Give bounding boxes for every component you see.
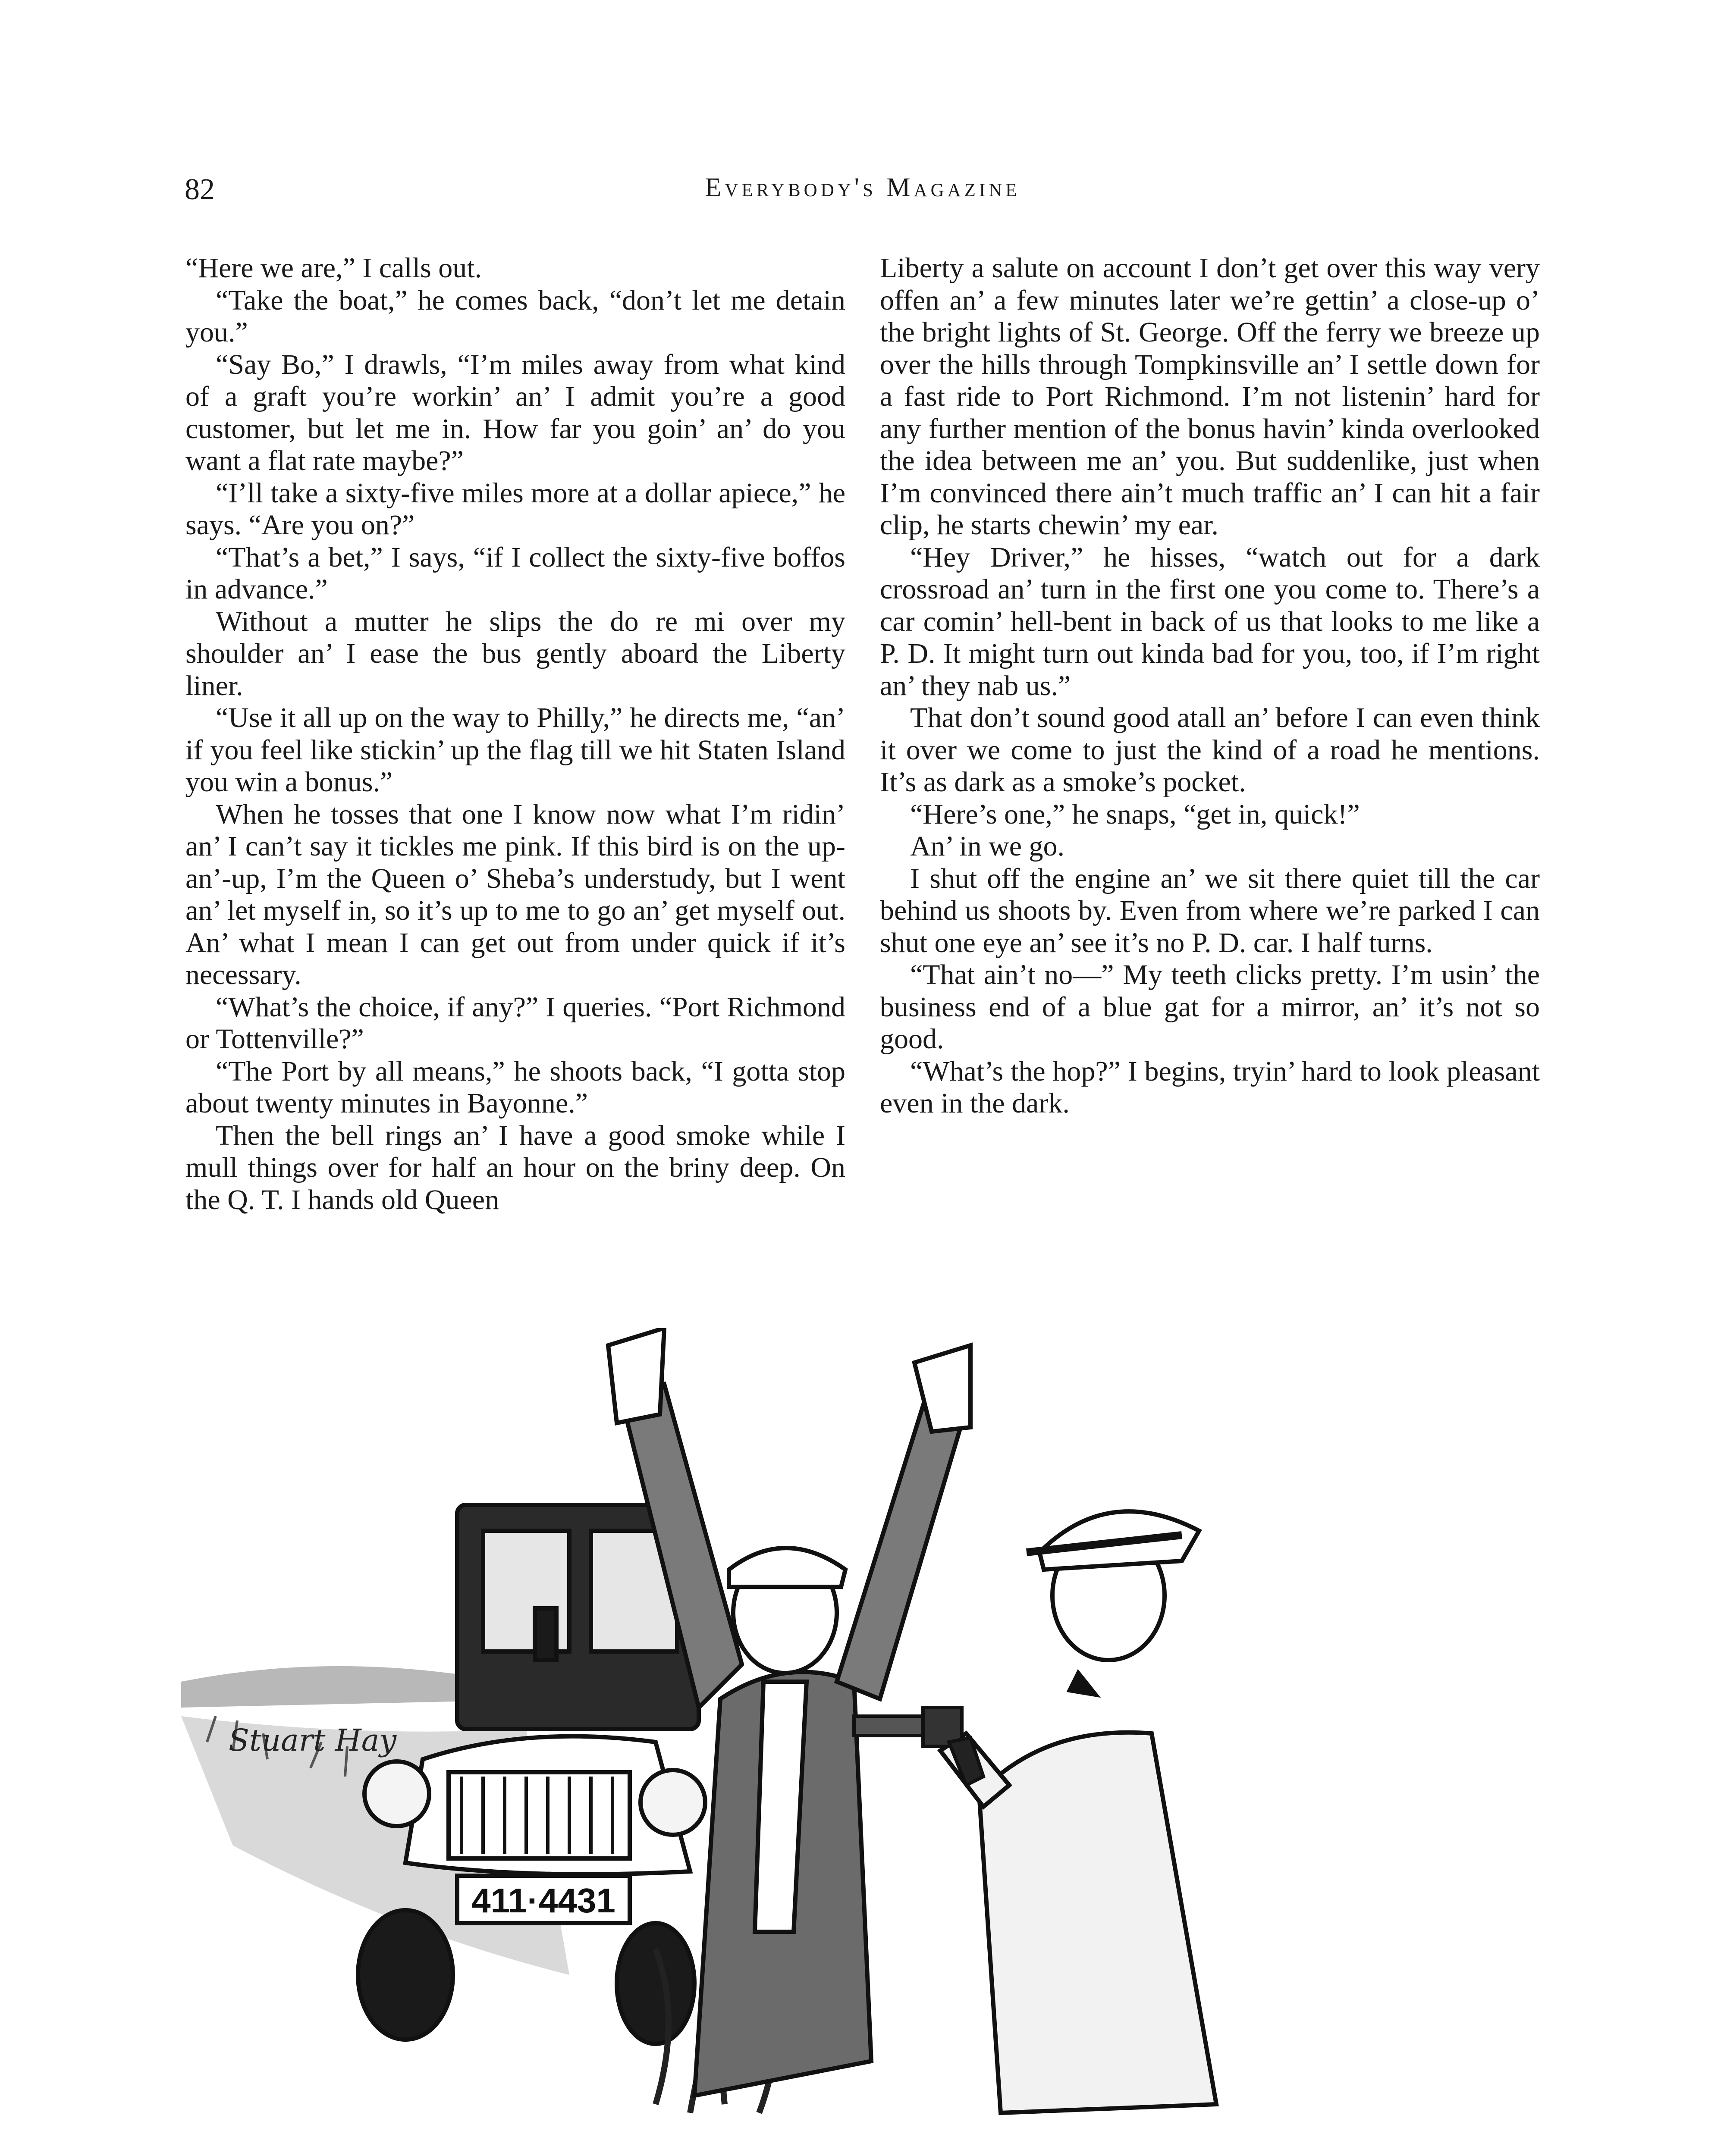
artist-signature: Stuart Hay bbox=[229, 1723, 397, 1758]
paragraph: “Use it all up on the way to Philly,” he directs me, “an’ if you feel like stickin’ up the flag till we hit Staten Island you win a bonus.” bbox=[185, 702, 845, 798]
right-column bbox=[880, 252, 1540, 1120]
paragraph: “I’ll take a sixty-five miles more at a dollar apiece,” he says. “Are you on?” bbox=[185, 477, 845, 541]
paragraph: “That ain’t no—” My teeth clicks pretty. I’m usin’ the business end of a blue gat for a mirror, an’ it’s not so good. bbox=[880, 959, 1540, 1055]
paragraph: I shut off the engine an’ we sit there quiet till the car behind us shoots by. Even from where we’re parked I can shut one eye an’ see it’s no P. D. car. I half turns. bbox=[880, 862, 1540, 959]
paragraph: An’ in we go. bbox=[910, 830, 1065, 862]
paragraph: “Take the boat,” he comes back, “don’t let me detain you.” bbox=[185, 284, 845, 348]
paragraph: That don’t sound good atall an’ before I can even think it over we come to just the kind of a road he mentions. It’s as dark as a smoke’s pocket. bbox=[880, 702, 1540, 798]
paragraph: “Hey Driver,” he hisses, “watch out for a dark crossroad an’ turn in the first one you come to. There’s a car comin’ hell-bent in back of us that looks to me like a P. D. It might turn out kinda bad for you, too, if I’m right an’ they nab us.” bbox=[880, 541, 1540, 702]
paragraph: “What’s the choice, if any?” I queries. “Port Richmond or Tottenville?” bbox=[185, 991, 845, 1055]
paragraph: Without a mutter he slips the do re mi over my shoulder an’ I ease the bus gently aboard the Liberty liner. bbox=[185, 605, 845, 702]
paragraph: Then the bell rings an’ I have a good smoke while I mull things over for half an hour on the briny deep. On the Q. T. I hands old Queen bbox=[185, 1119, 845, 1216]
left-column bbox=[185, 252, 845, 1216]
paragraph: Liberty a salute on account I don’t get over this way very offen an’ a few minutes later we’re gettin’ a close-up o’ the bright lights of St. George. Off the ferry we breeze up over the hills through Tompkinsville an’ I settle down for a fast ride to Port Richmond. I’m not listenin’ hard for any further mention of the bonus havin’ kinda overlooked the idea between me an’ you. But suddenlike, just when I’m convinced there ain’t much traffic an’ I can hit a fair clip, he starts chewin’ my ear. bbox=[880, 252, 1540, 541]
paragraph: “That’s a bet,” I says, “if I collect the sixty-five boffos in advance.” bbox=[185, 541, 845, 605]
paragraph: When he tosses that one I know now what I’m ridin’ an’ I can’t say it tickles me pink. If this bird is on the up-an’-up, I’m the Queen o’ Sheba’s understudy, but I went an’ let myself in, so it’s up to me to go an’ get myself out. An’ what I mean I can get out from under quick if it’s necessary. bbox=[185, 798, 845, 990]
page-number: 82 bbox=[185, 173, 215, 206]
paragraph: “Say Bo,” I drawls, “I’m miles away from what kind of a graft you’re workin’ an’ I admit you’re a good customer, but let me in. How far you goin’ an’ do you want a flat rate maybe?” bbox=[185, 348, 845, 476]
revolver-icon bbox=[854, 1708, 983, 1785]
paragraph: “What’s the hop?” I begins, tryin’ hard to look pleasant even in the dark. bbox=[880, 1055, 1540, 1119]
license-plate-number: 411·4431 bbox=[471, 1881, 615, 1920]
gunman-figure bbox=[940, 1511, 1216, 2113]
holdup-illustration bbox=[181, 1328, 1553, 2156]
running-title: Everybody's Magazine bbox=[705, 173, 1020, 202]
paragraph: “Here’s one,” he snaps, “get in, quick!” bbox=[910, 798, 1360, 830]
paragraph: “The Port by all means,” he shoots back, “I gotta stop about twenty minutes in Bayonne.” bbox=[185, 1055, 845, 1119]
paragraph: “Here we are,” I calls out. bbox=[185, 252, 482, 284]
